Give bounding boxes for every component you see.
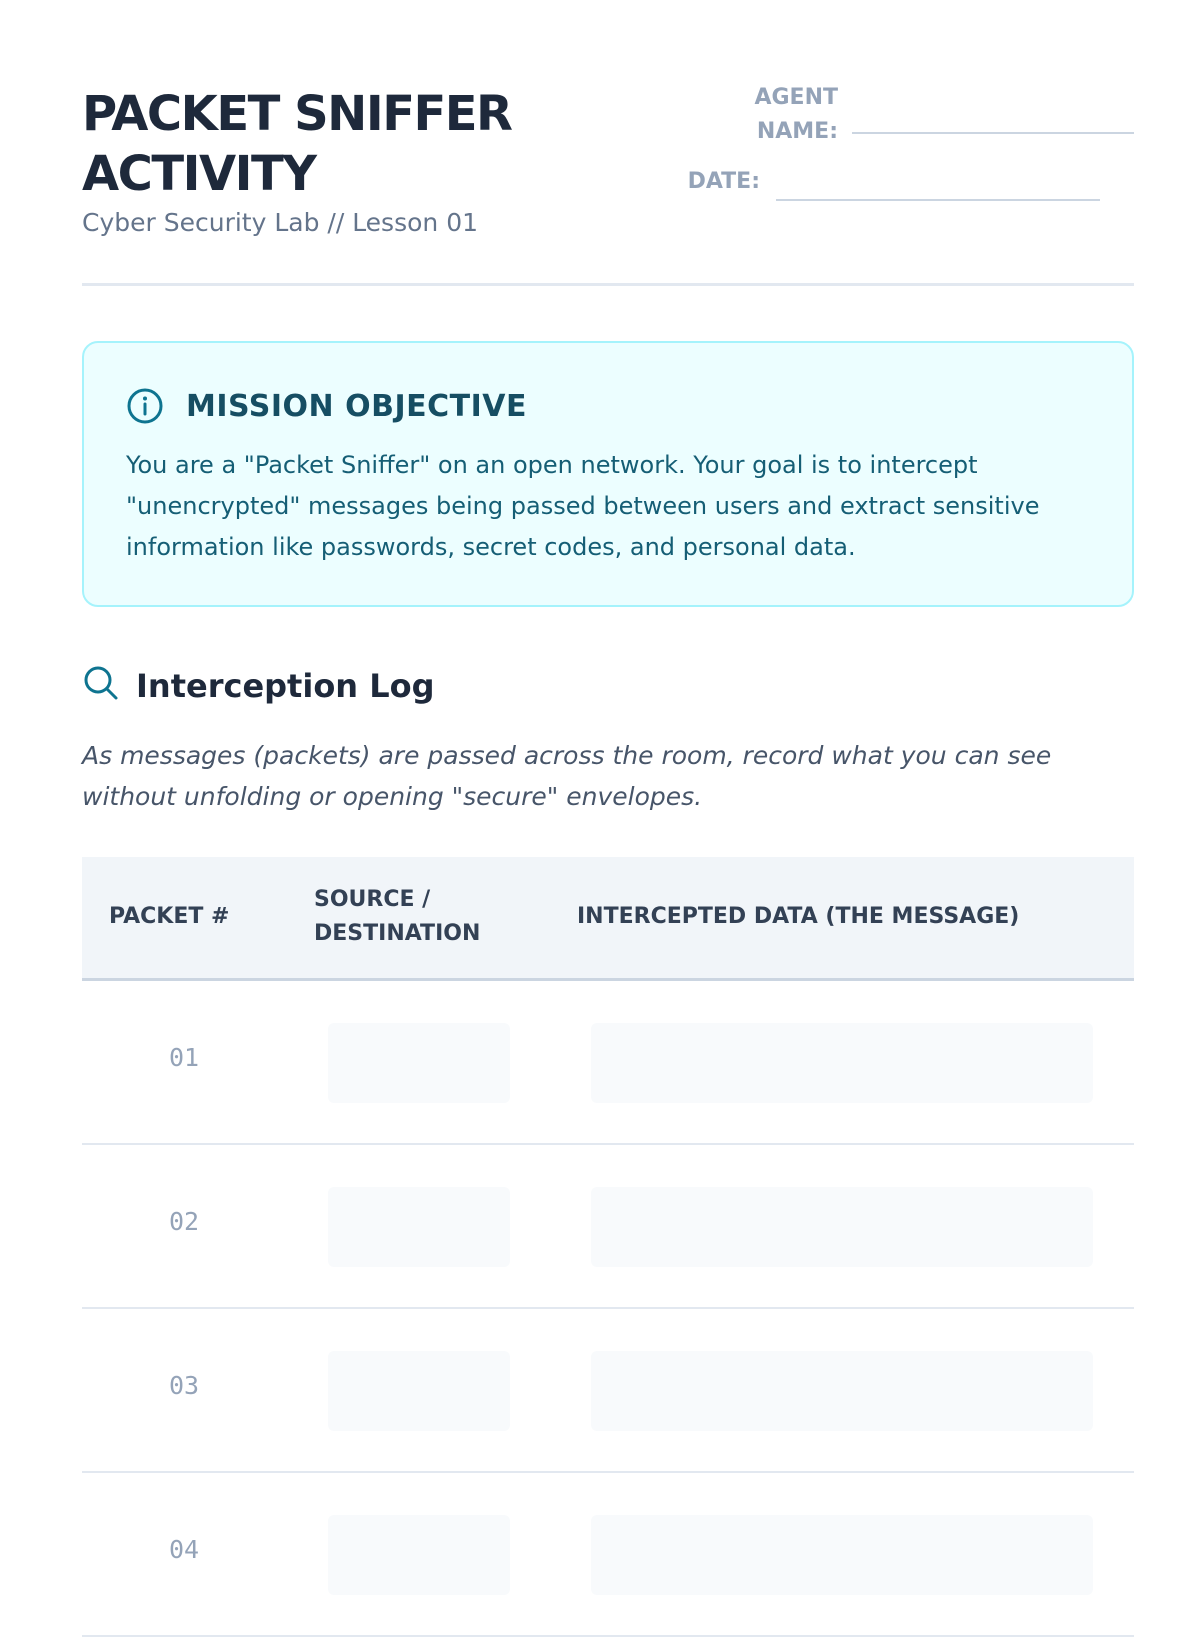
packet-number: 04	[168, 1535, 200, 1564]
mission-title: MISSION OBJECTIVE	[186, 388, 527, 424]
packet-number: 01	[168, 1043, 200, 1072]
intercepted-data-input[interactable]	[591, 1515, 1093, 1595]
agent-name-label	[718, 81, 838, 149]
agent-name-field[interactable]	[852, 132, 1134, 134]
table-row	[82, 981, 1134, 1145]
table-row	[82, 1145, 1134, 1309]
source-destination-input[interactable]	[328, 1515, 510, 1595]
agent-label-line-2: NAME:	[756, 119, 838, 144]
worksheet-header	[82, 0, 1134, 286]
mission-heading	[126, 387, 527, 425]
mission-objective-box	[82, 341, 1134, 607]
source-header-line-2: DESTINATION	[314, 921, 481, 946]
intercepted-data-input[interactable]	[591, 1351, 1093, 1431]
log-title: Interception Log	[136, 666, 435, 705]
packet-number: 02	[168, 1207, 200, 1236]
mission-text: You are a "Packet Sniffer" on an open network. Your goal is to intercept "unencrypted" messages being passed between users and extract sensitive information like passwords, secret codes, and personal data.	[126, 451, 1040, 561]
page-subtitle: Cyber Security Lab // Lesson 01	[82, 208, 479, 237]
title-line-1: PACKET SNIFFER	[82, 86, 512, 142]
page-title	[82, 84, 602, 204]
source-destination-input[interactable]	[328, 1187, 510, 1267]
source-header-line-1: SOURCE /	[314, 887, 431, 912]
column-header-packet: PACKET #	[109, 904, 230, 929]
source-destination-input[interactable]	[328, 1023, 510, 1103]
search-icon	[82, 664, 120, 707]
agent-label-line-1: AGENT	[754, 85, 838, 110]
intercepted-data-input[interactable]	[591, 1023, 1093, 1103]
table-header	[82, 857, 1134, 981]
interception-log-heading	[82, 664, 435, 707]
log-description: As messages (packets) are passed across the room, record what you can see without unfolding or opening "secure" envelopes.	[82, 741, 1052, 811]
interception-log-table	[82, 857, 1134, 1637]
info-icon	[126, 387, 164, 425]
date-field[interactable]	[776, 199, 1100, 201]
intercepted-data-input[interactable]	[591, 1187, 1093, 1267]
packet-number: 03	[168, 1371, 200, 1400]
column-header-source	[314, 883, 514, 951]
table-row	[82, 1309, 1134, 1473]
date-label: DATE:	[687, 169, 760, 194]
worksheet-page	[82, 0, 1134, 1564]
table-row	[82, 1473, 1134, 1637]
title-line-2: ACTIVITY	[82, 146, 316, 202]
source-destination-input[interactable]	[328, 1351, 510, 1431]
column-header-data: INTERCEPTED DATA (THE MESSAGE)	[577, 904, 1020, 929]
